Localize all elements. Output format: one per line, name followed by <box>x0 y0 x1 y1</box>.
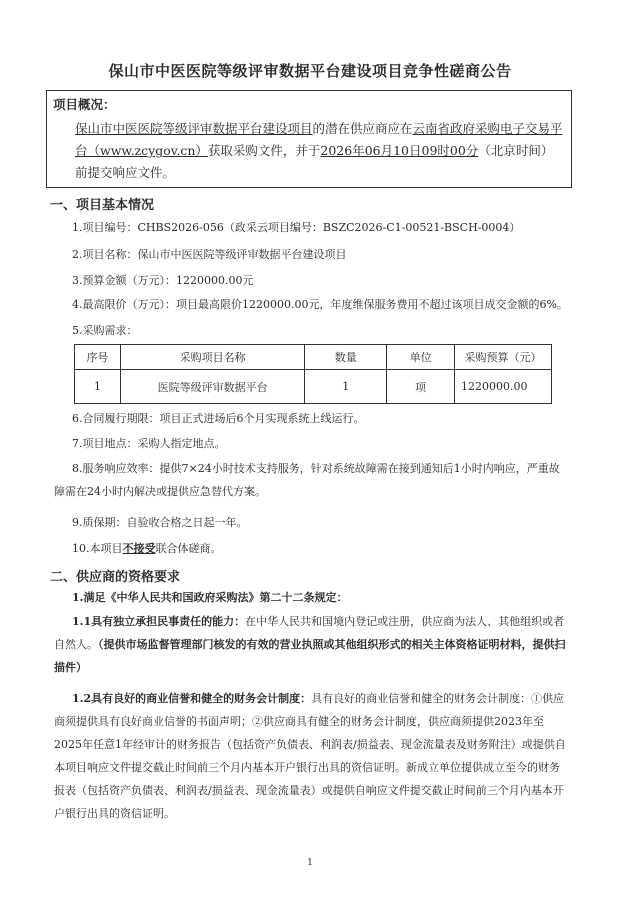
item-3: 3.预算金额（万元）：1220000.00元 <box>72 274 254 287</box>
overview-text-part: 的潜在供应商应在 <box>312 121 413 136</box>
overview-heading: 项目概况： <box>53 97 116 112</box>
item-2: 2.项目名称：保山市中医医院等级评审数据平台建设项目 <box>72 248 347 261</box>
table-header: 单位 <box>387 345 455 370</box>
table-header: 序号 <box>75 345 121 370</box>
item-10 <box>72 542 222 556</box>
item-1: 1.项目编号：CHBS2026-056（政采云项目编号：BSZC2026-C1-00521-BSCH-0004） <box>72 221 521 234</box>
overview-project-name: 保山市中医医院等级评审数据平台建设项目 <box>75 121 313 136</box>
item-6: 6.合同履行期限：项目正式进场后6个月实现系统上线运行。 <box>72 412 365 425</box>
requirement-1-2-text: 具有良好的商业信誉和健全的财务会计制度：①供应商须提供具有良好商业信誉的书面声明；②供应商具有健全的财务会计制度，供应商须提供2023年至2025年任意1年经审计的财务报告（包括资产负债表、利润表/损益表、现金流量表及财务附注）或提供自本项目响应文件提交截止时间前三个月内基本开户银行出具的资信证明。新成立单位提供成立至今的财务报表（包括资产负债表、利润表/损益表、现金流量表）或提供自响应文件提交截止时间前三个月内基本开户银行出具的资信证明。 <box>54 692 566 820</box>
table-cell: 1220000.00 <box>455 370 552 404</box>
table-header-row <box>75 345 552 370</box>
table-cell: 1 <box>305 370 387 404</box>
item-4: 4.最高限价（万元）：项目最高限价1220000.00元，年度维保服务费用不超过该项目成交金额的6%。 <box>72 298 568 311</box>
requirement-1-2 <box>54 687 566 825</box>
requirement-1-2-lead: 1.2具有良好的商业信誉和健全的财务会计制度： <box>72 692 312 705</box>
table-cell: 医院等级评审数据平台 <box>120 370 305 404</box>
requirement-1: 1.满足《中华人民共和国政府采购法》第二十二条规定： <box>72 591 348 604</box>
requirement-1-1 <box>54 610 566 679</box>
overview-platform: 云南省政府采购电子交易平台（www.zcygov.cn） <box>75 121 563 158</box>
section2-heading: 二、供应商的资格要求 <box>50 570 181 585</box>
overview-text-part: 获取采购文件，并于 <box>207 143 321 158</box>
overview-text-part: （北京时间）前提交响应文件。 <box>75 143 554 180</box>
item-10-text: 联合体磋商。 <box>155 542 222 555</box>
table-row <box>75 370 552 404</box>
overview-deadline: 2026年06月10日09时00分 <box>320 143 479 158</box>
table-header: 数量 <box>305 345 387 370</box>
page-title: 保山市中医医院等级评审数据平台建设项目竞争性磋商公告 <box>108 62 512 80</box>
procurement-table <box>74 344 552 404</box>
overview-text <box>75 118 565 184</box>
table-header: 采购预算（元） <box>455 345 552 370</box>
item-10-emphasis: 不接受 <box>122 542 156 555</box>
table-cell: 项 <box>387 370 455 404</box>
table-cell: 1 <box>75 370 121 404</box>
item-5: 5.采购需求： <box>72 324 138 337</box>
requirement-1-1-text: 在中华人民共和国境内登记或注册，供应商为法人、其他组织或者自然人。 <box>54 615 565 651</box>
item-7: 7.项目地点：采购人指定地点。 <box>72 437 226 450</box>
section1-heading: 一、项目基本情况 <box>50 198 155 213</box>
requirement-1-1-note: （提供市场监督管理部门核发的有效的营业执照或其他组织形式的相关主体资格证明材料，提供扫描件） <box>54 638 566 674</box>
table-header: 采购项目名称 <box>120 345 305 370</box>
requirement-1-1-lead: 1.1具有独立承担民事责任的能力： <box>72 615 246 628</box>
item-8: 8.服务响应效率：提供7×24小时技术支持服务，针对系统故障需在接到通知后1小时内响应，严重故障需在24小时内解决或提供应急替代方案。 <box>54 462 560 498</box>
page-number: 1 <box>307 858 313 868</box>
item-10-text: 10.本项目 <box>72 542 123 555</box>
item-9: 9.质保期：自验收合格之日起一年。 <box>72 516 248 529</box>
overview-box <box>46 90 572 188</box>
